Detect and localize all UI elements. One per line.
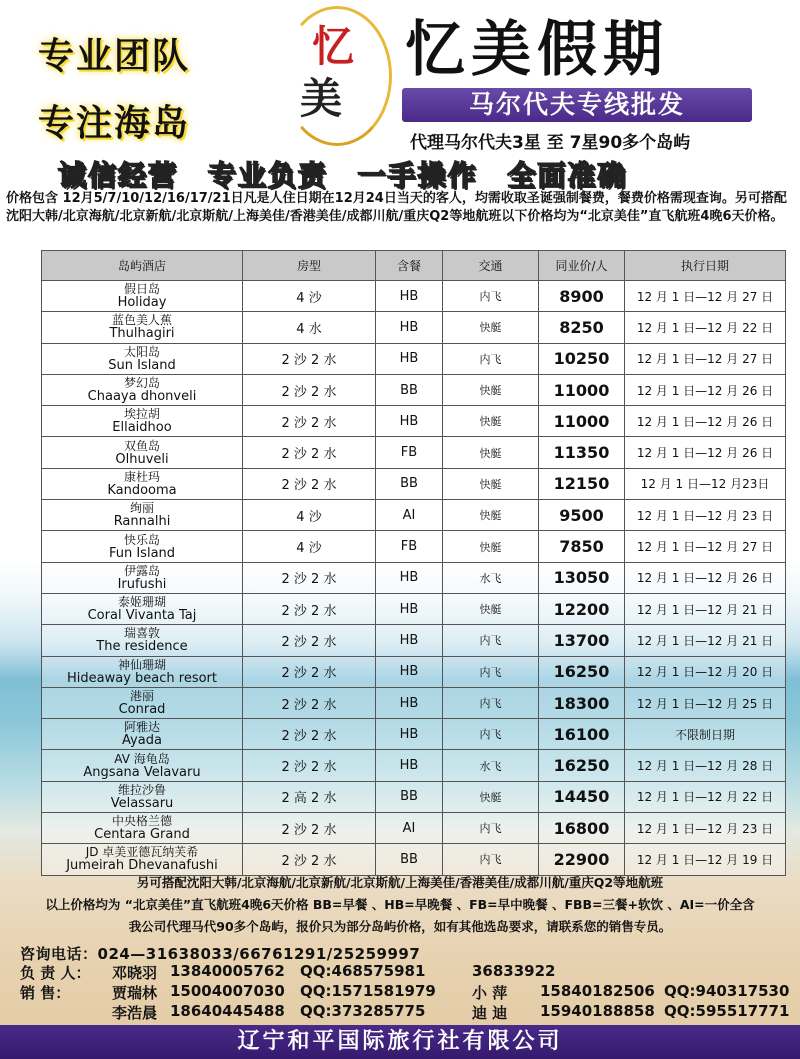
cell-hotel — [42, 343, 243, 374]
cell-hotel — [42, 531, 243, 562]
cell-hotel — [42, 719, 243, 750]
cell-room: 4 沙 — [243, 281, 376, 312]
cell-meal: HB — [376, 656, 443, 687]
cell-dates: 12 月 1 日—12 月 21 日 — [625, 593, 786, 624]
hotel-name-cn: 神仙珊瑚 — [117, 657, 166, 672]
contact-name: 李浩晨 — [112, 1004, 158, 1022]
table-row — [42, 500, 786, 531]
brand-title: 忆美假期 — [405, 15, 669, 85]
hotel-name-cn: 中央格兰德 — [111, 814, 172, 829]
hotel-name-cn: 瑞喜敦 — [123, 626, 160, 641]
cell-meal: AI — [376, 813, 443, 844]
cell-room: 4 沙 — [243, 500, 376, 531]
cell-meal: HB — [376, 343, 443, 374]
cell-price: 16250 — [539, 750, 625, 781]
cell-transport: 快艇 — [443, 312, 539, 343]
contact-phone: 18640445488 — [170, 1002, 285, 1020]
header-dates: 执行日期 — [625, 251, 786, 281]
hotel-name-en: Coral Vivanta Taj — [87, 608, 197, 624]
hotel-name-cn: 双鱼岛 — [123, 438, 160, 453]
cell-meal: HB — [376, 625, 443, 656]
header-hotel: 岛屿酒店 — [42, 251, 243, 281]
cell-dates: 12 月 1 日—12 月 26 日 — [625, 406, 786, 437]
contact-role: 销 售： — [20, 984, 71, 1002]
hotel-name-cn: 伊露岛 — [123, 563, 160, 578]
hotel-name-en: Kandooma — [107, 482, 177, 498]
header-room: 房型 — [243, 251, 376, 281]
cell-transport: 内飞 — [443, 719, 539, 750]
cell-dates: 12 月 1 日—12 月 26 日 — [625, 374, 786, 405]
hotel-name-cn: 太阳岛 — [123, 344, 160, 359]
hotel-name-en: Velassaru — [110, 795, 174, 811]
cell-hotel — [42, 406, 243, 437]
cell-hotel — [42, 593, 243, 624]
cell-hotel — [42, 687, 243, 718]
contact-qq-2: QQ:940317530 — [664, 982, 790, 1000]
cell-hotel — [42, 562, 243, 593]
cell-room: 2 沙 2 水 — [243, 593, 376, 624]
cell-room: 2 沙 2 水 — [243, 437, 376, 468]
contact-name-2: 迪 迪 — [472, 1004, 508, 1022]
cell-transport: 内飞 — [443, 625, 539, 656]
hotel-name-cn: AV 海龟岛 — [114, 751, 170, 766]
cell-price: 13050 — [539, 562, 625, 593]
table-row — [42, 719, 786, 750]
hotel-name-cn: 泰姬珊瑚 — [117, 595, 166, 610]
hotel-name-en: Conrad — [118, 702, 166, 717]
hotel-name-en: Fun Island — [108, 545, 176, 561]
table-row — [42, 750, 786, 781]
cell-meal: FB — [376, 531, 443, 562]
table-row — [42, 437, 786, 468]
cell-transport: 快艇 — [443, 374, 539, 405]
cell-room: 2 沙 2 水 — [243, 719, 376, 750]
contact-qq: QQ:1571581979 — [300, 982, 436, 1000]
cell-meal: BB — [376, 781, 443, 812]
cell-price: 8900 — [539, 281, 625, 312]
price-table-body — [42, 281, 786, 876]
cell-meal: HB — [376, 562, 443, 593]
hotel-name-en: The residence — [96, 639, 188, 655]
hotel-name-cn: 假日岛 — [123, 282, 160, 297]
cell-dates: 12 月 1 日—12 月 27 日 — [625, 531, 786, 562]
cell-dates: 12 月 1 日—12 月 25 日 — [625, 687, 786, 718]
header-transport: 交通 — [443, 251, 539, 281]
table-row — [42, 374, 786, 405]
cell-dates: 12 月 1 日—12 月 19 日 — [625, 844, 786, 875]
table-row — [42, 844, 786, 875]
hotel-name-cn: 埃拉胡 — [123, 407, 160, 422]
contact-phone-2: 15840182506 — [540, 982, 655, 1000]
table-row — [42, 312, 786, 343]
cell-dates: 12 月 1 日—12 月 27 日 — [625, 343, 786, 374]
cell-room: 2 沙 2 水 — [243, 656, 376, 687]
hotel-name-en: Rannalhi — [113, 514, 171, 530]
intro-paragraph: 价格包含 12月5/7/10/12/16/17/21日凡是人住日期在12月24日当天的客人，均需收取圣诞强制餐费，餐费价格需现查询。另可搭配沈阳大韩/北京海航/北京新航/北京斯航/上海美佳/香港美佳/成都川航/重庆Q2等地航班以下价格均为“北京美佳”直飞航班4晚6天价格。 — [6, 191, 787, 224]
contact-qq-2: QQ:595517771 — [664, 1002, 790, 1020]
cell-hotel — [42, 781, 243, 812]
hotel-name-en: Centara Grand — [94, 827, 190, 843]
cell-room: 2 沙 2 水 — [243, 406, 376, 437]
hotel-name-en: Thulhagiri — [109, 326, 175, 342]
logo-char-yi: 忆 — [312, 22, 355, 71]
cell-meal: BB — [376, 844, 443, 875]
cell-hotel — [42, 813, 243, 844]
cell-price: 8250 — [539, 312, 625, 343]
hotel-name-cn: 绚丽 — [129, 501, 154, 516]
hotel-name-cn: 港丽 — [129, 689, 154, 703]
table-row — [42, 562, 786, 593]
cell-hotel — [42, 500, 243, 531]
cell-meal: FB — [376, 437, 443, 468]
cell-transport: 水飞 — [443, 750, 539, 781]
hotel-name-en: Olhuveli — [115, 451, 169, 467]
cell-meal: BB — [376, 468, 443, 499]
cell-room: 4 沙 — [243, 531, 376, 562]
hotel-name-cn: 快乐岛 — [123, 532, 160, 547]
cell-price: 16100 — [539, 719, 625, 750]
cell-meal: HB — [376, 719, 443, 750]
hotel-name-en: Chaaya dhonveli — [87, 389, 197, 405]
note-islands: 我公司代理马代90多个岛屿，报价只为部分岛屿价格，如有其他选岛要求，请联系您的销售专员。 — [128, 919, 672, 934]
cell-price: 11000 — [539, 406, 625, 437]
table-row — [42, 813, 786, 844]
cell-hotel — [42, 468, 243, 499]
hotel-name-cn: 蓝色美人蕉 — [111, 313, 172, 328]
cell-dates: 12 月 1 日—12 月 22 日 — [625, 312, 786, 343]
cell-meal: HB — [376, 281, 443, 312]
hotel-name-cn: JD 卓美亚德瓦纳芙希 — [85, 845, 199, 860]
slogan-island-focus: 专注海岛 — [38, 103, 191, 144]
cell-hotel — [42, 656, 243, 687]
cell-hotel — [42, 750, 243, 781]
cell-transport: 内飞 — [443, 281, 539, 312]
table-row — [42, 656, 786, 687]
cell-transport: 内飞 — [443, 813, 539, 844]
cell-dates: 12 月 1 日—12 月 21 日 — [625, 625, 786, 656]
cell-dates: 12 月 1 日—12 月 23 日 — [625, 500, 786, 531]
cell-room: 2 沙 2 水 — [243, 750, 376, 781]
hotel-name-cn: 阿雅达 — [123, 720, 160, 735]
table-row — [42, 781, 786, 812]
cell-room: 2 沙 2 水 — [243, 813, 376, 844]
cell-room: 2 沙 2 水 — [243, 562, 376, 593]
contact-role: 负 责 人： — [20, 964, 91, 982]
table-row — [42, 343, 786, 374]
cell-hotel — [42, 844, 243, 875]
cell-price: 12150 — [539, 468, 625, 499]
table-row — [42, 468, 786, 499]
contact-extra: 36833922 — [472, 962, 556, 980]
cell-price: 14450 — [539, 781, 625, 812]
cell-room: 2 高 2 水 — [243, 781, 376, 812]
cell-price: 18300 — [539, 687, 625, 718]
table-row — [42, 531, 786, 562]
cell-meal: HB — [376, 687, 443, 718]
cell-hotel — [42, 281, 243, 312]
hotel-name-cn: 维拉沙鲁 — [117, 782, 166, 797]
cell-hotel — [42, 437, 243, 468]
cell-dates: 12 月 1 日—12 月 20 日 — [625, 656, 786, 687]
logo-char-mei: 美 — [300, 74, 343, 123]
header-price: 同业价/人 — [539, 251, 625, 281]
cell-price: 11000 — [539, 374, 625, 405]
contact-name: 贾瑞林 — [112, 984, 158, 1002]
hotel-name-cn: 梦幻岛 — [123, 376, 160, 391]
cell-meal: HB — [376, 406, 443, 437]
hotel-name-en: Ayada — [122, 733, 162, 749]
cell-meal: HB — [376, 593, 443, 624]
slogan-professional-team: 专业团队 — [38, 36, 191, 77]
cell-room: 2 沙 2 水 — [243, 625, 376, 656]
cell-transport: 快艇 — [443, 781, 539, 812]
cell-transport: 快艇 — [443, 437, 539, 468]
contact-name-2: 小 萍 — [472, 984, 508, 1002]
table-row — [42, 281, 786, 312]
hotel-name-en: Ellaidhoo — [112, 420, 172, 436]
company-values: 诚信经营 专业负责 一手操作 全面准确 — [58, 159, 628, 192]
cell-price: 10250 — [539, 343, 625, 374]
cell-transport: 快艇 — [443, 468, 539, 499]
table-row — [42, 406, 786, 437]
hotel-name-cn: 康杜玛 — [123, 469, 160, 484]
cell-meal: HB — [376, 312, 443, 343]
cell-dates: 12 月 1 日—12 月23日 — [625, 468, 786, 499]
cell-transport: 快艇 — [443, 406, 539, 437]
header-meal: 含餐 — [376, 251, 443, 281]
cell-price: 7850 — [539, 531, 625, 562]
cell-meal: HB — [376, 750, 443, 781]
cell-meal: AI — [376, 500, 443, 531]
cell-price: 16250 — [539, 656, 625, 687]
cell-transport: 内飞 — [443, 343, 539, 374]
cell-price: 13700 — [539, 625, 625, 656]
contact-phone-2: 15940188858 — [540, 1002, 655, 1020]
cell-dates: 不限制日期 — [625, 719, 786, 750]
table-row — [42, 687, 786, 718]
table-header-row — [42, 251, 786, 281]
cell-dates: 12 月 1 日—12 月 22 日 — [625, 781, 786, 812]
cell-dates: 12 月 1 日—12 月 28 日 — [625, 750, 786, 781]
cell-transport: 快艇 — [443, 593, 539, 624]
cell-transport: 快艇 — [443, 531, 539, 562]
cell-price: 11350 — [539, 437, 625, 468]
brand-subtitle-banner: 马尔代夫专线批发 — [402, 88, 752, 122]
cell-room: 2 沙 2 水 — [243, 343, 376, 374]
price-table — [41, 250, 786, 876]
cell-transport: 水飞 — [443, 562, 539, 593]
brand-agent-text: 代理马尔代夫3星 至 7星90多个岛屿 — [410, 133, 691, 153]
cell-transport: 内飞 — [443, 656, 539, 687]
contact-name: 邓晓羽 — [112, 964, 158, 982]
note-flights: 另可搭配沈阳大韩/北京海航/北京新航/北京斯航/上海美佳/香港美佳/成都川航/重庆Q2等地航班 — [136, 875, 664, 890]
cell-hotel — [42, 374, 243, 405]
contact-phone: 13840005762 — [170, 962, 285, 980]
cell-price: 22900 — [539, 844, 625, 875]
cell-transport: 内飞 — [443, 687, 539, 718]
table-row — [42, 625, 786, 656]
cell-room: 2 沙 2 水 — [243, 844, 376, 875]
contact-phone: 15004007030 — [170, 982, 285, 1000]
cell-dates: 12 月 1 日—12 月 23 日 — [625, 813, 786, 844]
cell-room: 2 沙 2 水 — [243, 687, 376, 718]
hotel-name-en: Angsana Velavaru — [83, 764, 201, 780]
hotel-name-en: Irufushi — [117, 576, 167, 592]
hotel-name-en: Jumeirah Dhevanafushi — [66, 858, 218, 874]
hotel-name-en: Hideaway beach resort — [67, 670, 217, 686]
cell-hotel — [42, 312, 243, 343]
cell-room: 4 水 — [243, 312, 376, 343]
cell-hotel — [42, 625, 243, 656]
cell-dates: 12 月 1 日—12 月 26 日 — [625, 437, 786, 468]
contact-qq: QQ:468575981 — [300, 962, 426, 980]
cell-room: 2 沙 2 水 — [243, 374, 376, 405]
cell-price: 12200 — [539, 593, 625, 624]
cell-room: 2 沙 2 水 — [243, 468, 376, 499]
footer-company-name: 辽宁和平国际旅行社有限公司 — [0, 1025, 800, 1059]
cell-price: 9500 — [539, 500, 625, 531]
table-row — [42, 593, 786, 624]
cell-transport: 内飞 — [443, 844, 539, 875]
contact-qq: QQ:373285775 — [300, 1002, 426, 1020]
cell-transport: 快艇 — [443, 500, 539, 531]
note-meal-codes: 以上价格均为 “北京美佳”直飞航班4晚6天价格 BB=早餐 、HB=早晚餐 、FB=早中晚餐 、FBB=三餐+软饮 、AI=一价全含 — [45, 897, 755, 912]
hotel-name-en: Sun Island — [108, 357, 176, 373]
cell-meal: BB — [376, 374, 443, 405]
cell-price: 16800 — [539, 813, 625, 844]
cell-dates: 12 月 1 日—12 月 26 日 — [625, 562, 786, 593]
hotel-name-en: Holiday — [117, 295, 167, 311]
contact-hotline: 咨询电话：024—31638033/66761291/25259997 — [20, 945, 421, 963]
cell-dates: 12 月 1 日—12 月 27 日 — [625, 281, 786, 312]
